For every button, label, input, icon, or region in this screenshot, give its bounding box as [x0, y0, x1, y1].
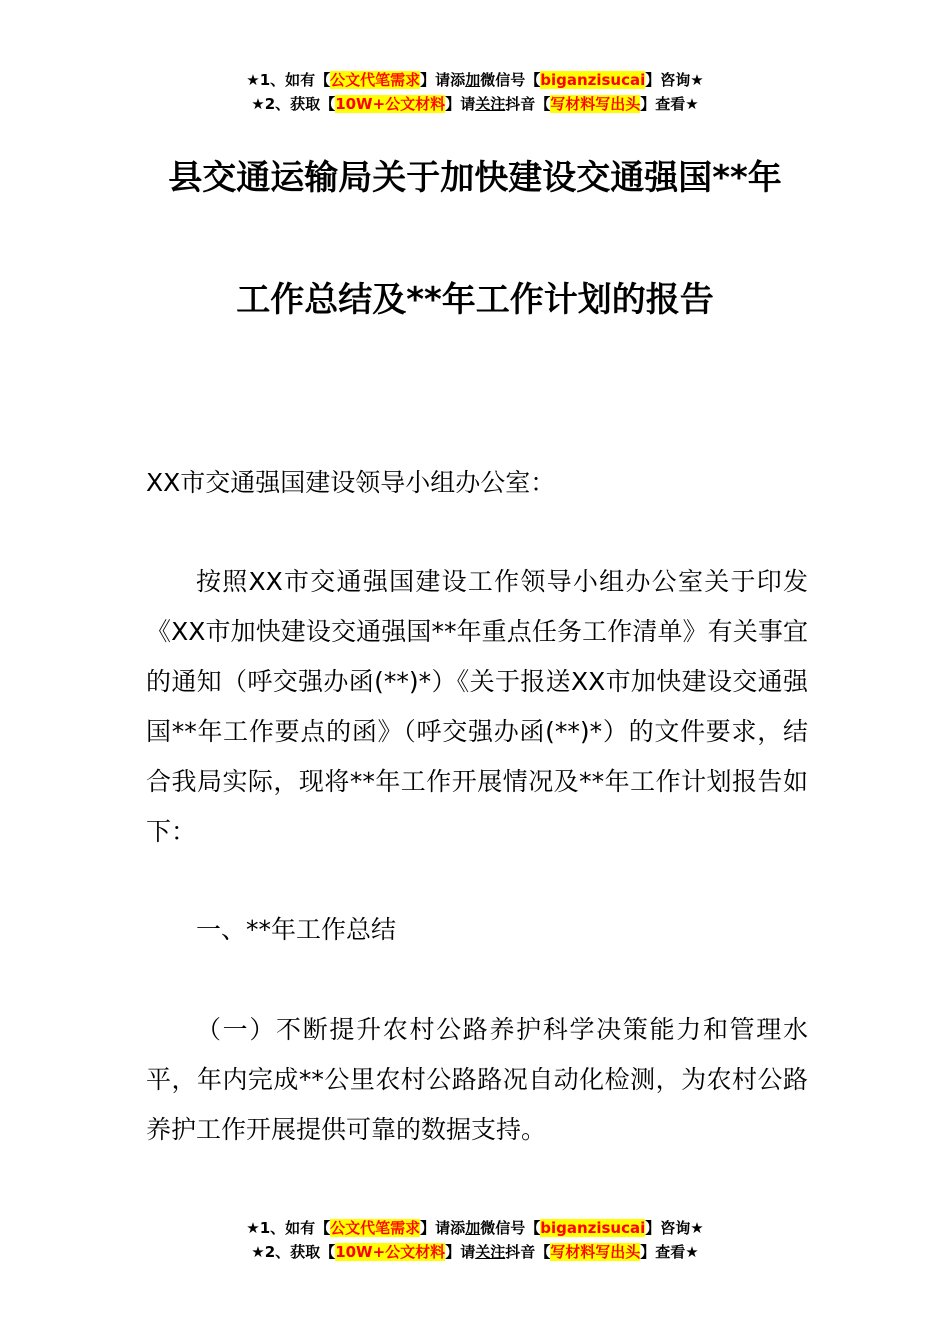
- banner-line-1: ★1、如有【公文代笔需求】请添加微信号【biganzisucai】咨询★: [246, 71, 704, 89]
- paragraph-item-1: （一）不断提升农村公路养护科学决策能力和管理水平，年内完成**公里农村公路路况自动化检测，为农村公路养护工作开展提供可靠的数据支持。: [146, 1015, 808, 1144]
- document-title-line-2: 工作总结及**年工作计划的报告: [236, 280, 714, 320]
- highlight-service: 公文代笔需求: [330, 1219, 421, 1237]
- footer-banner: [0, 1216, 950, 1264]
- header-banner: [0, 68, 950, 116]
- document-title-line-1: 县交通运输局关于加快建设交通强国**年: [168, 158, 782, 198]
- highlight-service: 公文代笔需求: [330, 71, 421, 89]
- highlight-douyin: 写材料写出头: [550, 95, 641, 113]
- highlight-wechat-id: biganzisucai: [540, 71, 646, 89]
- highlight-wechat-id: biganzisucai: [540, 1219, 646, 1237]
- paragraph-intro: 按照XX市交通强国建设工作领导小组办公室关于印发《XX市加快建设交通强国**年重点任务工作清单》有关事宜的通知（呼交强办函(**)*）《关于报送XX市加快建设交通强国**年工作要点的函》（呼交强办函(**)*）的文件要求，结合我局实际，现将**年工作开展情况及**年工作计划报告如下：: [146, 567, 808, 846]
- banner-line-1: ★1、如有【公文代笔需求】请添加微信号【biganzisucai】咨询★: [246, 1219, 704, 1237]
- banner-line-2: ★2、获取【10W+公文材料】请关注抖音【写材料写出头】查看★: [251, 95, 699, 113]
- highlight-materials: 10W+公文材料: [335, 1243, 446, 1261]
- highlight-douyin: 写材料写出头: [550, 1243, 641, 1261]
- section-heading-1: 一、**年工作总结: [196, 915, 397, 944]
- highlight-materials: 10W+公文材料: [335, 95, 446, 113]
- banner-line-2: ★2、获取【10W+公文材料】请关注抖音【写材料写出头】查看★: [251, 1243, 699, 1261]
- salutation: XX市交通强国建设领导小组办公室：: [146, 468, 556, 497]
